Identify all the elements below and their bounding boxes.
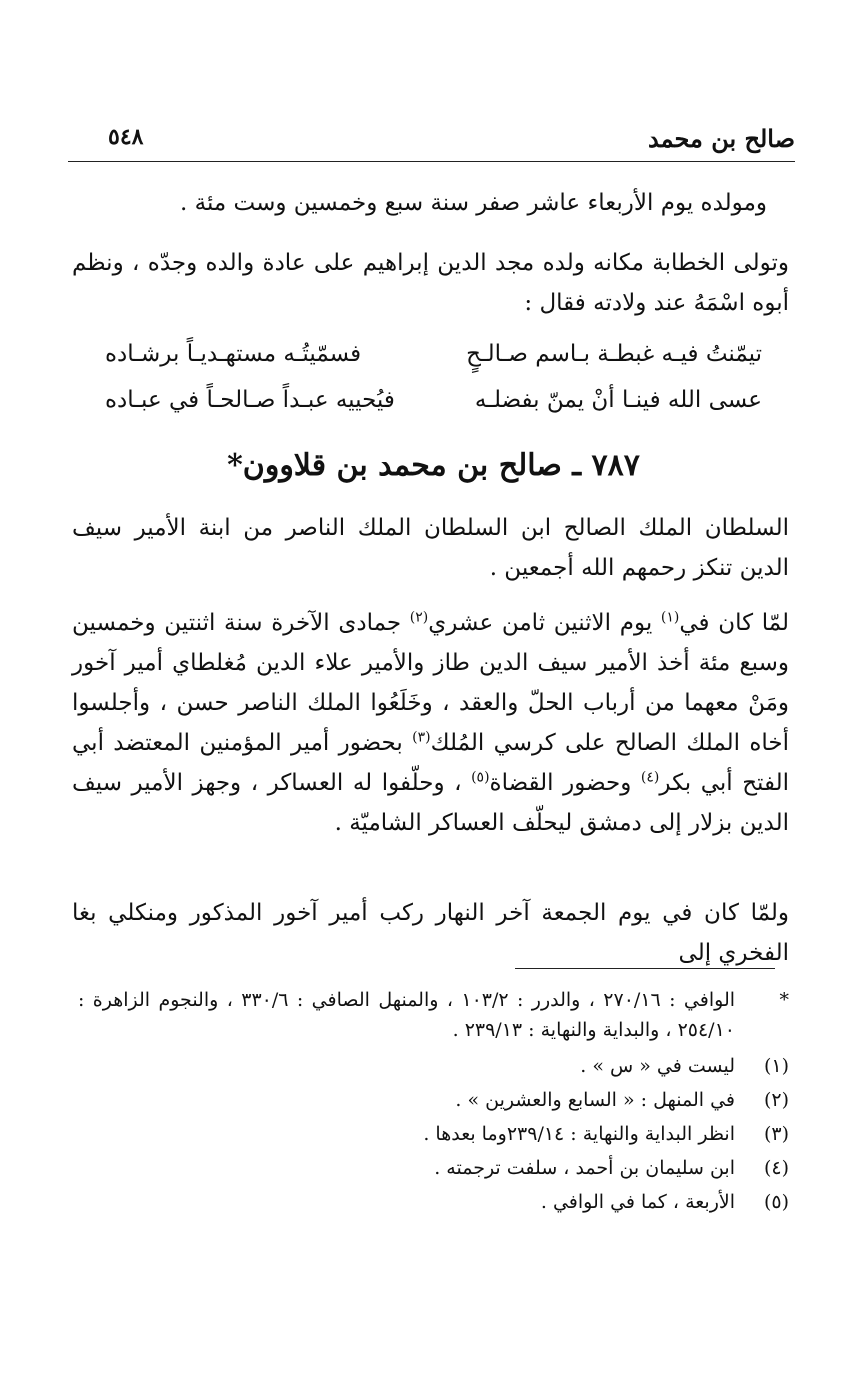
verse-hemistich-first: عسى الله فينـا أنْ يمنّ بفضلـه: [474, 387, 762, 413]
body-text: بحضور أمير المؤمنين المعتضد أبي الفتح أبي بكر: [72, 730, 790, 796]
entry-intro: السلطان الملك الصالح ابن السلطان الملك الناصر من ابنة الأمير سيف الدين تنكز رحمهم الله أجمعين .: [72, 515, 789, 581]
footnote: [78, 985, 789, 1045]
footnote-mark: (٣): [763, 1123, 789, 1145]
footnote-mark: *: [779, 989, 789, 1011]
body-text: يوم الاثنين ثامن عشري: [428, 610, 653, 636]
footnote: [78, 1187, 789, 1217]
footnote: [78, 1153, 789, 1183]
running-header: [68, 120, 795, 160]
footnote-text: انظر البداية والنهاية : ٢٣٩/١٤وما بعدها .: [423, 1123, 735, 1145]
note-ref: (١): [660, 609, 680, 626]
paragraph-birth: ومولده يوم الأربعاء عاشر صفر سنة سبع وخمسين وست مئة .: [179, 190, 767, 216]
footnote: [78, 1119, 789, 1149]
verse-hemistich-second: فسمّيتُـه مستهـديـاً برشـاده: [105, 341, 362, 367]
note-ref: (٣): [412, 729, 431, 746]
note-ref: (٢): [409, 609, 429, 626]
header-rule: [68, 161, 795, 162]
note-ref: (٤): [640, 769, 660, 786]
page-number: ٥٤٨: [108, 124, 144, 150]
footnote-text: الوافي : ٢٧٠/١٦ ، والدرر : ١٠٣/٢ ، والمنهل الصافي : ٣٣٠/٦ ، والنجوم الزاهرة : ٢٥٤/١٠ ، والبداية والنهاية : ٢٣٩/١٣ .: [78, 989, 736, 1041]
running-title: صالح بن محمد: [648, 124, 795, 153]
footnote-mark: (٤): [763, 1157, 789, 1179]
footnote: [78, 1085, 789, 1115]
footnote-text: ابن سليمان بن أحمد ، سلفت ترجمته .: [434, 1157, 735, 1179]
verse-line: [105, 387, 762, 427]
verse-hemistich-second: فيُحييه عبـداً صـالحـاً في عبـاده: [105, 387, 395, 413]
body-text: ، وحلّفوا له العساكر ، وجهز الأمير سيف الدين بزلار إلى دمشق ليحلّف العساكر الشاميّة .: [72, 770, 789, 836]
entry-body: [72, 603, 789, 843]
entry-heading: ٧٨٧ ـ صالح بن محمد بن قلاوون*: [227, 448, 640, 483]
footnote-mark: (١): [763, 1055, 789, 1077]
verse-hemistich-first: تيمّنتُ فيـه غبطـة بـاسم صـالـحٍ: [466, 341, 762, 367]
body-text: وحضور القضاة: [489, 770, 632, 796]
body-text: جمادى الآخرة سنة اثنتين وخمسين وسبع مئة أخذ الأمير سيف الدين طاز والأمير علاء الدين مُغلطاي أمير آخور ومَنْ معهما من أرباب الحلّ والعقد ، وخَلَعُوا الملك الناصر حسن ، وأجلسوا أخاه الملك الصالح على كرسي المُلك: [72, 610, 790, 756]
paragraph-succession: وتولى الخطابة مكانه ولده مجد الدين إبراهيم على عادة والده وجدّه ، ونظم أبوه اسْمَهُ عند ولادته فقال :: [72, 250, 789, 316]
footnote-text: ليست في « س » .: [580, 1055, 735, 1077]
footnote-mark: (٢): [763, 1089, 789, 1111]
verse-line: [105, 341, 762, 381]
footnote-text: في المنهل : « السابع والعشرين » .: [455, 1089, 735, 1111]
footnote-rule: [515, 968, 775, 969]
footnote-text: الأربعة ، كما في الوافي .: [540, 1191, 735, 1213]
entry-body-continued: ولمّا كان في يوم الجمعة آخر النهار ركب أمير آخور المذكور ومنكلي بغا الفخري إلى: [72, 900, 789, 966]
body-text: لمّا كان في: [679, 610, 790, 636]
footnote-mark: (٥): [763, 1191, 789, 1213]
note-ref: (٥): [471, 769, 490, 786]
footnote: [78, 1051, 789, 1081]
